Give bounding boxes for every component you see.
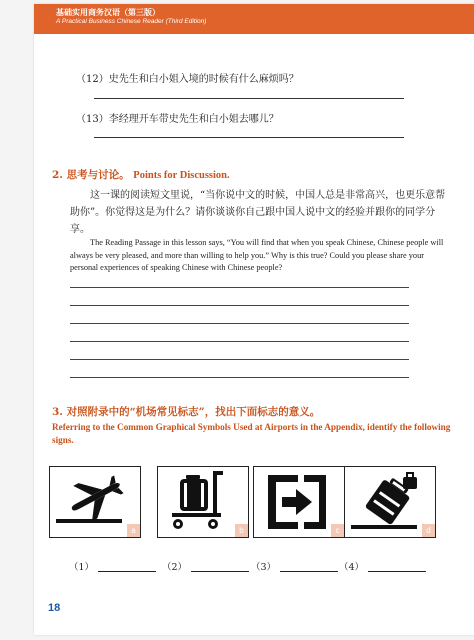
section-3-title [52, 404, 320, 419]
question-12 [76, 70, 299, 85]
page-number: 18 [48, 602, 61, 614]
book-page [34, 4, 474, 635]
question-13 [76, 110, 279, 125]
answer-line [94, 137, 404, 138]
question-number: （13） [76, 114, 109, 125]
sign-c [253, 466, 345, 538]
question-text: 李经理开车带史先生和白小姐去哪儿？ [108, 114, 279, 125]
sign-letter-badge: d [422, 524, 435, 537]
question-number: （12） [76, 74, 109, 85]
blank-line[interactable] [368, 571, 426, 572]
book-title-en: A Practical Business Chinese Reader (Third Edition) [56, 18, 207, 25]
writing-line [70, 341, 409, 342]
sign-b [157, 466, 249, 538]
question-text: 史先生和白小姐入境的时候有什么麻烦吗？ [108, 74, 299, 85]
blank-line[interactable] [191, 571, 249, 572]
answer-blank-2 [162, 559, 249, 573]
answer-line [94, 98, 404, 99]
section-number: 2. [52, 169, 63, 181]
sign-letter-badge: b [235, 524, 248, 537]
blank-number: （1） [69, 562, 95, 573]
writing-line [70, 377, 409, 378]
blank-number: （4） [339, 562, 365, 573]
discussion-paragraph-cn: 这一课的阅读短文里说，“当你说中文的时候，中国人总是非常高兴，也更乐意帮助你”。你觉得这是为什么？请你谈谈你自己跟中国人说中文的经验并跟你的同学分享。 [70, 190, 446, 235]
header-bar [34, 4, 474, 34]
writing-line [70, 287, 409, 288]
answer-blank-1 [69, 559, 156, 573]
answer-blank-4 [339, 559, 426, 573]
section-title-cn: 思考与讨论。 [66, 169, 130, 181]
answer-blank-3 [251, 559, 338, 573]
section-3-title-en: Referring to the Common Graphical Symbols Used at Airports in the Appendix, identify the following signs. [52, 422, 451, 445]
book-title-cn: 基础实用商务汉语（第三版） [56, 8, 160, 17]
sign-a [49, 466, 141, 538]
sign-letter-badge: a [127, 524, 140, 537]
discussion-paragraph-en: The Reading Passage in this lesson says, “You will find that when you speak Chinese, Chinese people will always be very pleased, and more than willing to help you.” Why is this true? Could you please share your personal experiences of speaking Chinese with Chinese people? [70, 238, 444, 272]
section-number: 3. [52, 406, 63, 418]
writing-line [70, 359, 409, 360]
sign-letter-badge: c [331, 524, 344, 537]
blank-number: （3） [251, 562, 277, 573]
section-title-en: Points for Discussion. [133, 170, 230, 181]
section-2-title [52, 167, 230, 182]
blank-number: （2） [162, 562, 188, 573]
writing-line [70, 305, 409, 306]
sign-d [344, 466, 436, 538]
section-title-cn: 对照附录中的“机场常见标志”，找出下面标志的意义。 [66, 406, 321, 418]
writing-line [70, 323, 409, 324]
blank-line[interactable] [280, 571, 338, 572]
blank-line[interactable] [98, 571, 156, 572]
